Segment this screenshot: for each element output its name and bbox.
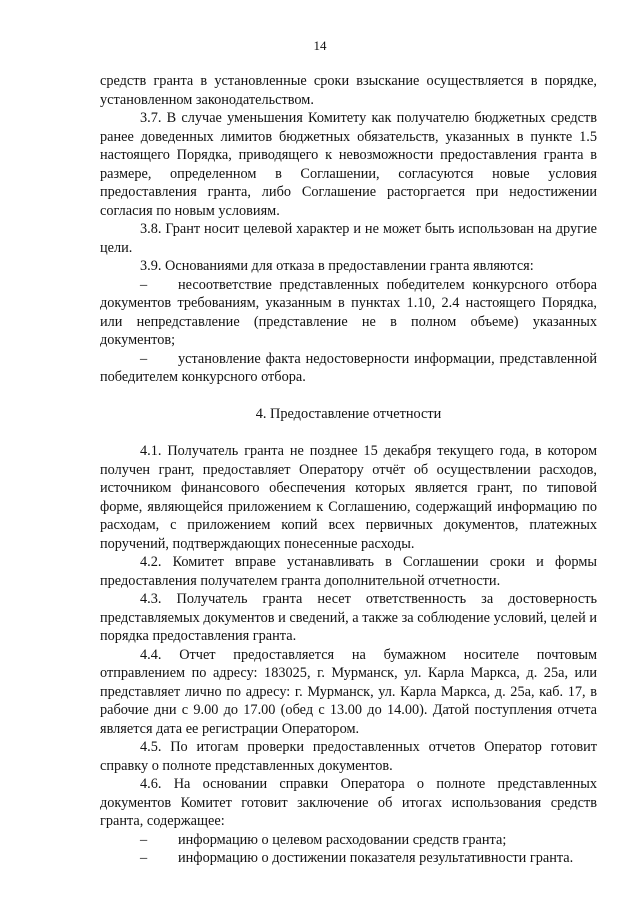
paragraph-4-4: 4.4. Отчет предоставляется на бумажном носителе почтовым отправлением по адресу: 183025, г. Мурманск, ул. Карла Маркса, д. 25а, или представляет лично по адресу: г. Мурманск, ул. Карла Маркса, д. 25а, каб. 17, в рабочие дни с 9.00 до 17.00 (обед с 13.00 до 14.00). Датой поступления отчета является дата ее регистрации Оператором. [100, 646, 597, 737]
refusal-item-text: установление факта недостоверности информации, представленной победителем конкурсного отбора. [100, 350, 597, 385]
report-item [100, 849, 597, 868]
paragraph-4-1: 4.1. Получатель гранта не позднее 15 декабря текущего года, в котором получен грант, предоставляет Оператору отчёт об осуществлении расходов, источником финансового обеспечения которых является грант, по типовой форме, являющейся приложением к Соглашению, содержащий информацию по расходам, с приложением копий всех первичных документов, платежных поручений, подтверждающих понесенные расходы. [100, 443, 597, 552]
paragraph-4-2: 4.2. Комитет вправе устанавливать в Соглашении сроки и формы предоставления получателем гранта дополнительной отчетности. [100, 554, 597, 589]
paragraph-continuation: средств гранта в установленные сроки взыскание осуществляется в порядке, установленном законодательством. [100, 73, 597, 108]
paragraph-3-7: 3.7. В случае уменьшения Комитету как получателю бюджетных средств ранее доведенных лимитов бюджетных обязательств, указанных в пункте 1.5 настоящего Порядка, приводящего к невозможности предоставления гранта в размере, определенном в Соглашении, согласуются новые условия предоставления гранта, либо Соглашение расторгается при недостижении согласия по новым условиям. [100, 110, 597, 219]
report-item [100, 831, 597, 850]
refusal-item [100, 350, 597, 387]
dash-mark: – [140, 831, 148, 848]
document-body [100, 72, 597, 868]
paragraph-3-9: 3.9. Основаниями для отказа в предоставлении гранта являются: [140, 258, 534, 274]
report-item-text: информацию о целевом расходовании средств гранта; [178, 831, 507, 848]
paragraph-4-6: 4.6. На основании справки Оператора о полноте представленных документов Комитет готовит заключение об итогах использования средств гранта, содержащее: [100, 776, 597, 829]
paragraph-4-5: 4.5. По итогам проверки предоставленных отчетов Оператор готовит справку о полноте представленных документов. [100, 739, 597, 774]
dash-mark: – [140, 276, 148, 293]
refusal-item [100, 276, 597, 350]
section-4-title: 4. Предоставление отчетности [255, 405, 442, 422]
dash-mark: – [140, 350, 148, 367]
paragraph-4-3: 4.3. Получатель гранта несет ответственность за достоверность представляемых документов и сведений, а также за соблюдение условий, целей и порядка предоставления гранта. [100, 591, 597, 644]
report-item-text: информацию о достижении показателя результативности гранта. [178, 850, 574, 866]
dash-mark: – [140, 850, 148, 866]
paragraph-3-8: 3.8. Грант носит целевой характер и не может быть использован на другие цели. [100, 221, 597, 256]
refusal-item-text: несоответствие представленных победителем конкурсного отбора документов требованиям, указанным в пунктах 1.10, 2.4 настоящего Порядка, или непредставление (представление не в полном объеме) указанных документов; [100, 276, 597, 348]
page-number: 14 [313, 38, 327, 53]
